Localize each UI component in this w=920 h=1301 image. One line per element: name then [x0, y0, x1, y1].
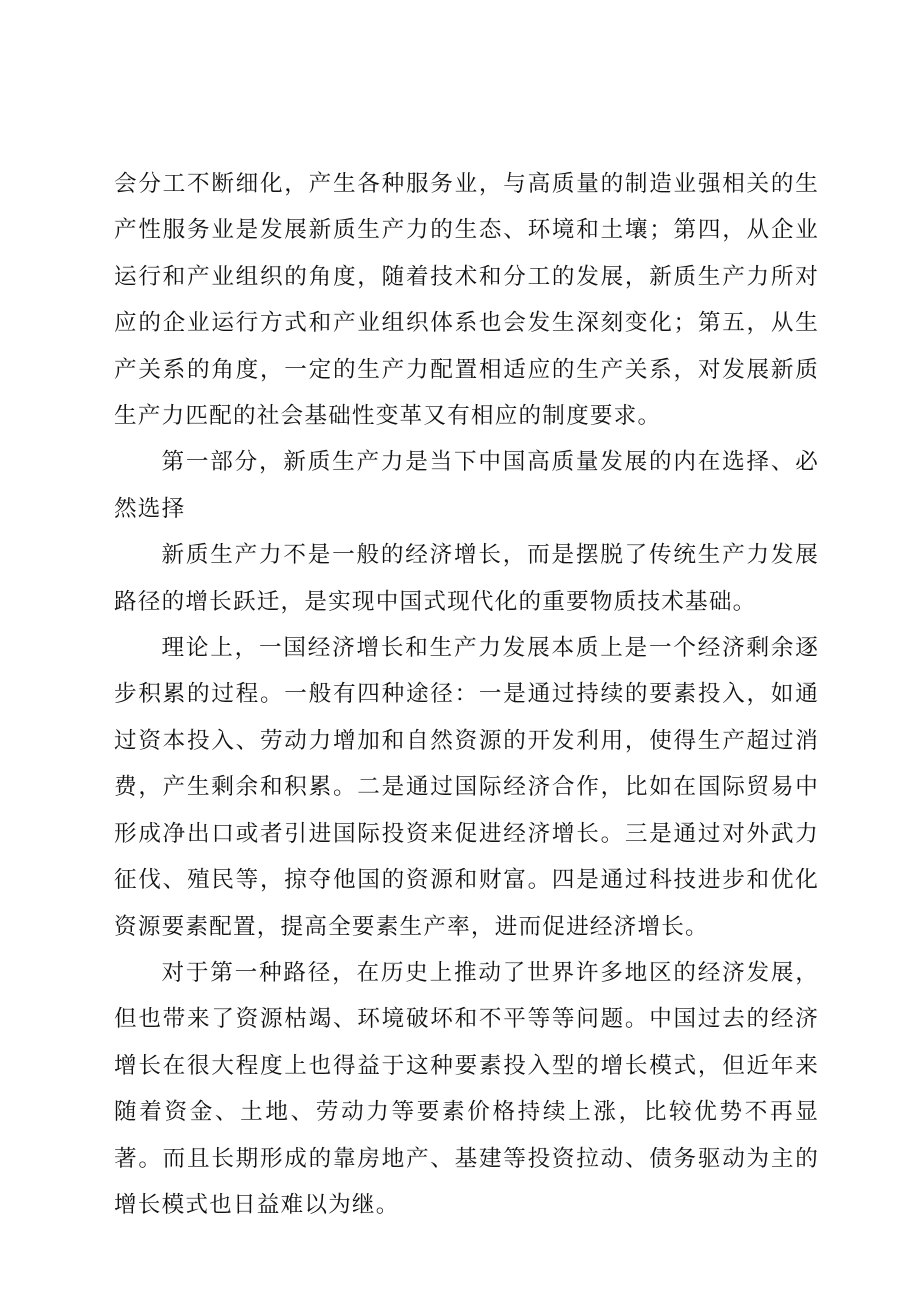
paragraph-theory: 理论上，一国经济增长和生产力发展本质上是一个经济剩余逐步积累的过程。一般有四种途径：一是通过持续的要素投入，如通过资本投入、劳动力增加和自然资源的开发利用，使得生产超过消费，产生剩余和积累。二是通过国际经济合作，比如在国际贸易中形成净出口或者引进国际投资来促进经济增长。三是通过对外武力征伐、殖民等，掠夺他国的资源和财富。四是通过科技进步和优化资源要素配置，提高全要素生产率，进而促进经济增长。	[114, 635, 819, 940]
paragraph-continuation: 会分工不断细化，产生各种服务业，与高质量的制造业强相关的生产性服务业是发展新质生产力的生态、环境和土壤；第四，从企业运行和产业组织的角度，随着技术和分工的发展，新质生产力所对应的企业运行方式和产业组织体系也会发生深刻变化；第五，从生产关系的角度，一定的生产力配置相适应的生产关系，对发展新质生产力匹配的社会基础性变革又有相应的制度要求。	[114, 171, 819, 430]
document-body	[114, 161, 819, 1228]
paragraph-intro: 新质生产力不是一般的经济增长，而是摆脱了传统生产力发展路径的增长跃迁，是实现中国式现代化的重要物质技术基础。	[114, 542, 819, 615]
paragraph-first-path: 对于第一种路径，在历史上推动了世界许多地区的经济发展，但也带来了资源枯竭、环境破坏和不平等等问题。中国过去的经济增长在很大程度上也得益于这种要素投入型的增长模式，但近年来随着资金、土地、劳动力等要素价格持续上涨，比较优势不再显著。而且长期形成的靠房地产、基建等投资拉动、债务驱动为主的增长模式也日益难以为继。	[114, 959, 819, 1218]
section-heading: 第一部分，新质生产力是当下中国高质量发展的内在选择、必然选择	[114, 449, 819, 522]
